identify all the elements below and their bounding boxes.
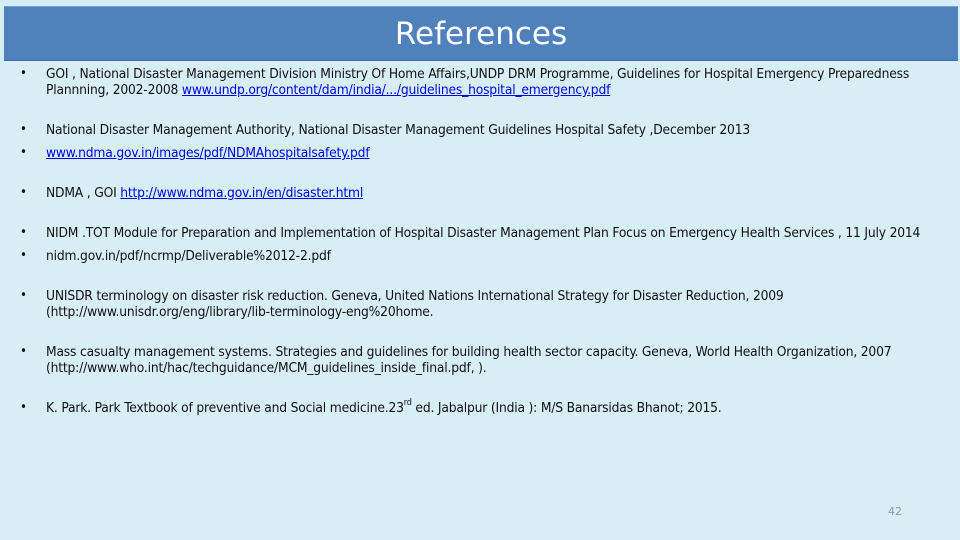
reference-item xyxy=(16,122,952,138)
reference-item xyxy=(16,225,952,241)
reference-text: ed. Jabalpur (India ): M/S Banarsidas Bhanot; 2015. xyxy=(411,400,722,416)
reference-link[interactable]: http://www.ndma.gov.in/en/disaster.html xyxy=(120,185,364,201)
reference-text: GOI , National Disaster Management Division Ministry Of Home Affairs,UNDP DRM Programme, Guidelines for Hospital Emergency Preparedness Plannning, 2002-2008 xyxy=(46,66,910,98)
reference-link[interactable]: www.ndma.gov.in/images/pdf/NDMAhospitalsafety.pdf xyxy=(46,145,370,161)
reference-text: NDMA , GOI xyxy=(46,185,121,201)
reference-item xyxy=(16,185,952,201)
reference-item xyxy=(16,145,952,161)
slide-title: References xyxy=(394,16,568,52)
reference-item xyxy=(16,344,952,376)
reference-superscript: rd xyxy=(403,398,412,409)
reference-text: Mass casualty management systems. Strategies and guidelines for building health sector capacity. Geneva, World Health Organization, 2007 (http://www.who.int/hac/techguidance/MCM_guidelines_inside_final.pdf, ). xyxy=(46,344,892,376)
reference-item xyxy=(16,288,952,320)
reference-text: nidm.gov.in/pdf/ncrmp/Deliverable%2012-2.pdf xyxy=(46,248,331,264)
title-bar xyxy=(4,6,958,61)
reference-text: K. Park. Park Textbook of preventive and Social medicine.23 xyxy=(46,400,404,416)
reference-item xyxy=(16,248,952,264)
reference-link[interactable]: www.undp.org/content/dam/india/.../guidelines_hospital_emergency.pdf xyxy=(181,82,611,98)
reference-item xyxy=(16,66,952,98)
reference-item xyxy=(16,400,952,416)
reference-text: UNISDR terminology on disaster risk reduction. Geneva, United Nations International Strategy for Disaster Reduction, 2009 (http://www.unisdr.org/eng/library/lib-terminology-eng%20home. xyxy=(46,288,784,320)
references-list xyxy=(16,66,952,416)
page-number: 42 xyxy=(888,505,902,518)
reference-text: National Disaster Management Authority, National Disaster Management Guidelines Hospital Safety ,December 2013 xyxy=(46,122,751,138)
reference-text: NIDM .TOT Module for Preparation and Implementation of Hospital Disaster Management Plan Focus on Emergency Health Services , 11 July 2014 xyxy=(46,225,921,241)
